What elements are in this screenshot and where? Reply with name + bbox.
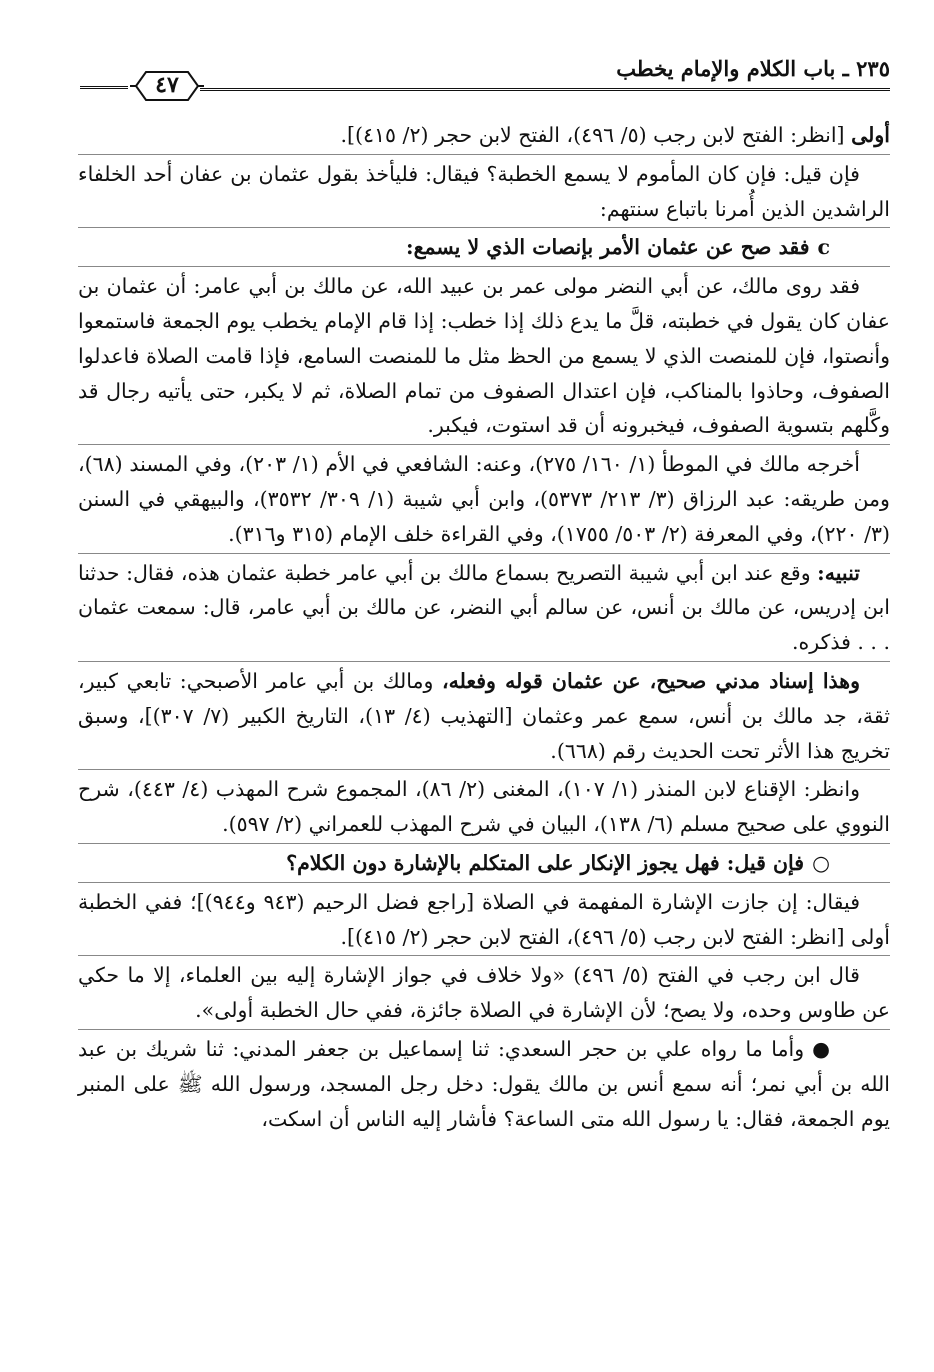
paragraph: [78, 1032, 890, 1136]
paragraph-lead: تنبيه:: [817, 560, 860, 585]
paragraph-lead: فقد صح عن عثمان الأمر بإنصات الذي لا يسمع:: [406, 235, 810, 260]
paragraph-text: وأما ما رواه علي بن حجر السعدي: ثنا إسماعيل بن جعفر المدني: ثنا شريك بن عبد الله بن أبي نمر؛ أنه سمع أنس بن مالك يقول: دخل رجل المسجد، ورسول الله ﷺ على المنبر يوم الجمعة، فقال: يا رسول الله متى الساعة؟ فأشار إليه الناس أن اسكت،: [78, 1036, 890, 1131]
paragraph: [78, 118, 890, 153]
bullet-marker-icon: ●: [812, 1036, 830, 1061]
paragraph-text: قال ابن رجب في الفتح (٥/ ٤٩٦) «ولا خلاف في جواز الإشارة إليه بين العلماء، إلا ما حكي عن طاوس وحده، ولا يصح؛ لأن الإشارة في الصلاة جائزة، ففي حال الخطبة أولى».: [78, 963, 890, 1023]
page-number: ٤٧: [155, 72, 179, 98]
paragraph: [78, 958, 890, 1028]
divider: [78, 661, 890, 662]
paragraph-lead: أولى: [851, 123, 890, 147]
paragraph-text: فإن قيل: فإن كان المأموم لا يسمع الخطبة؟ فيقال: فليأخذ بقول عثمان بن عفان أحد الخلفاء الراشدين الذين أُمرنا باتباع سنتهم:: [78, 161, 890, 221]
divider: [78, 266, 890, 267]
paragraph-text: فقد روى مالك، عن أبي النضر مولى عمر بن عبيد الله، عن مالك بن أبي عامر: أن عثمان بن عفان كان يقول في خطبته، قلَّ ما يدع ذلك إذا خطب: إذا قام الإمام يخطب يوم الجمعة فاستمعوا وأنصتوا، فإن للمنصت الذي لا يسمع من الحظ مثل ما للمنصت السامع، فإذا قامت الصلاة فاعدلوا الصفوف، وحاذوا بالمناكب، فإن اعتدال الصفوف من تمام الصلاة، ثم لا يكبر، حتى يأتيه رجال قد وكَّلهم بتسوية الصفوف، فيخبرونه أن قد استوت، فيكبر.: [78, 274, 890, 438]
divider: [78, 843, 890, 844]
paragraph-lead: فإن قيل: فهل يجوز الإنكار على المتكلم بالإشارة دون الكلام؟: [286, 850, 805, 875]
main-text: [78, 118, 890, 1136]
chapter-title: ٢٣٥ ـ باب الكلام والإمام يخطب: [616, 56, 890, 81]
divider: [78, 154, 890, 155]
divider: [78, 444, 890, 445]
section-marker-icon: c: [817, 235, 830, 260]
paragraph-text: ومالك بن أبي عامر الأصبحي: تابعي كبير، ثقة، جد مالك بن أنس، سمع عمر وعثمان [التهذيب (٤/ ١٣)، التاريخ الكبير (٧/ ٣٠٧)]، وسبق تخريج هذا الأثر تحت الحديث رقم (٦٦٨).: [78, 668, 890, 763]
paragraph: [78, 885, 890, 955]
paragraph-lead: وهذا إسناد مدني صحيح، عن عثمان قوله وفعله،: [441, 668, 860, 693]
header-rule-left: [80, 86, 128, 89]
paragraph: [78, 556, 890, 660]
header-rule: [200, 88, 890, 91]
paragraph: [78, 664, 890, 768]
divider: [78, 882, 890, 883]
divider: [78, 1029, 890, 1030]
page-header: [40, 52, 890, 104]
page-number-badge: [126, 66, 208, 106]
paragraph-text: أخرجه مالك في الموطأ (١/ ١٦٠/ ٢٧٥)، وعنه: الشافعي في الأم (١/ ٢٠٣)، وفي المسند (٦٨)، ومن طريقه: عبد الرزاق (٣/ ٢١٣/ ٥٣٧٣)، وابن أبي شيبة (١/ ٣٠٩/ ٣٥٣٢)، والبيهقي في السنن (٣/ ٢٢٠)، وفي المعرفة (٢/ ٥٠٣/ ١٧٥٥)، وفي القراءة خلف الإمام (٣١٥ و٣١٦).: [78, 452, 890, 546]
divider: [78, 769, 890, 770]
divider: [78, 227, 890, 228]
paragraph: [78, 157, 890, 227]
paragraph: [78, 447, 890, 551]
paragraph-text: وانظر: الإقناع لابن المنذر (١/ ١٠٧)، المغنى (٢/ ٨٦)، المجموع شرح المهذب (٤/ ٤٤٣)، شرح النووي على صحيح مسلم (٦/ ١٣٨)، البيان في شرح المهذب للعمراني (٢/ ٥٩٧).: [78, 777, 890, 837]
divider: [78, 955, 890, 956]
paragraph-text: [انظر: الفتح لابن رجب (٥/ ٤٩٦)، الفتح لابن حجر (٢/ ٤١٥)].: [340, 123, 852, 147]
paragraph-text: فيقال: إن جازت الإشارة المفهمة في الصلاة [راجع فضل الرحيم (٩٤٣ و٩٤٤)]؛ ففي الخطبة أولى [انظر: الفتح لابن رجب (٥/ ٤٩٦)، الفتح لابن حجر (٢/ ٤١٥)].: [78, 889, 890, 949]
paragraph-text: وقع عند ابن أبي شيبة التصريح بسماع مالك بن أبي عامر خطبة عثمان هذه، فقال: حدثنا ابن إدريس، عن مالك بن أنس، عن سالم أبي النضر، عن مالك بن أبي عامر، قال: سمعت عثمان . . . فذكره.: [78, 560, 890, 655]
divider: [78, 553, 890, 554]
paragraph: [78, 846, 890, 881]
paragraph: [78, 772, 890, 842]
paragraph: [78, 269, 890, 443]
circle-marker-icon: ○: [812, 850, 830, 875]
paragraph: [78, 230, 890, 265]
